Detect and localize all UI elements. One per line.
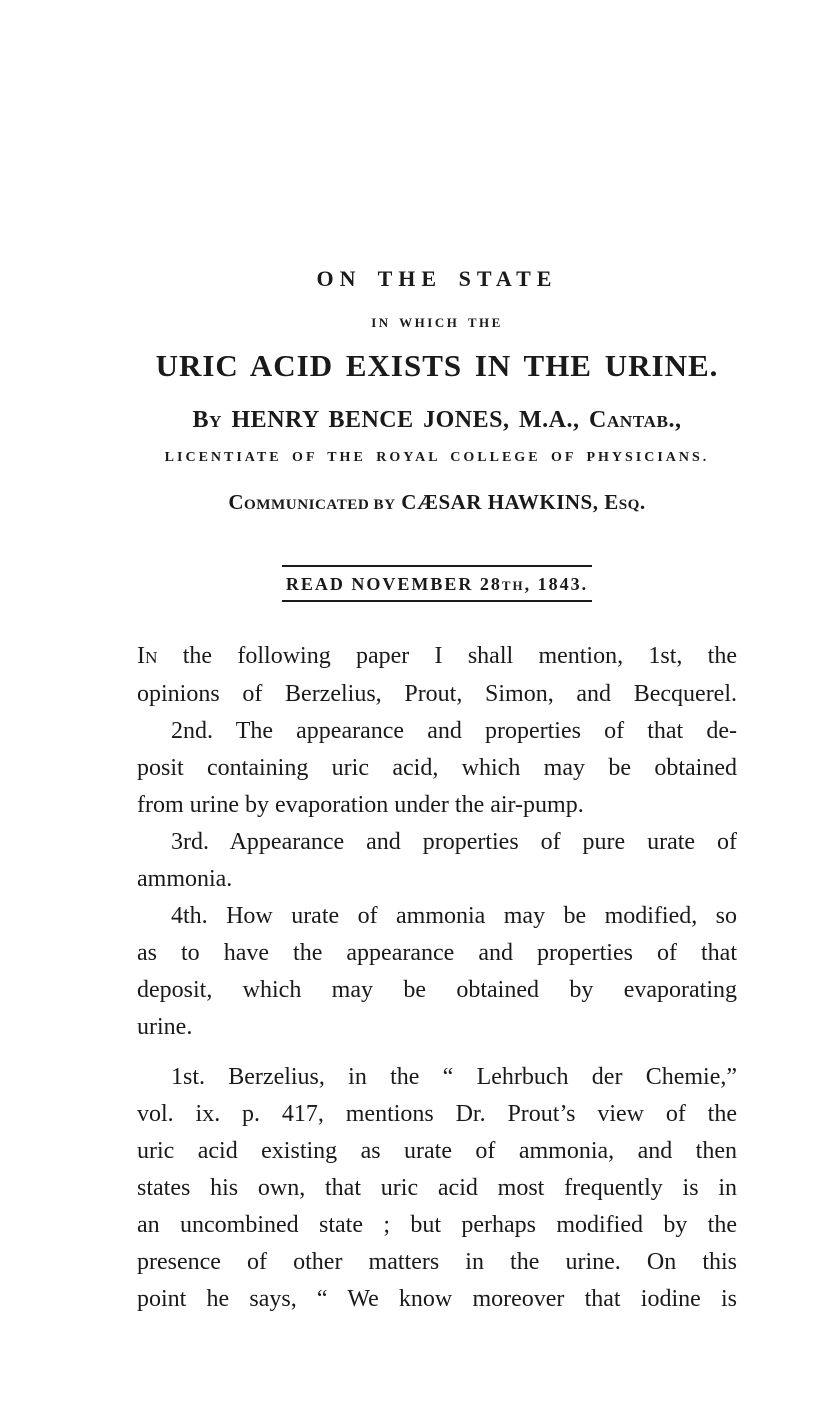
paragraph bbox=[137, 713, 737, 824]
paragraph bbox=[137, 1059, 737, 1318]
text-line: ammonia. bbox=[137, 865, 233, 892]
text-run: CÆSAR HAWKINS, E bbox=[395, 489, 619, 514]
text-line bbox=[137, 638, 737, 676]
paragraph bbox=[137, 824, 737, 898]
text-line: 4th. How urate of ammonia may be modified, so bbox=[171, 902, 737, 929]
read-date-text bbox=[286, 574, 588, 594]
text-run: C bbox=[228, 489, 245, 514]
series-subtitle: IN WHICH THE bbox=[371, 315, 503, 330]
small-caps-run: OMMUNICATED BY bbox=[244, 496, 396, 513]
text-run: ., bbox=[668, 406, 682, 433]
text-line: presence of other matters in the urine. On this bbox=[137, 1248, 737, 1275]
text-line: 2nd. The appearance and properties of that de- bbox=[171, 717, 737, 744]
text-line: point he says, “ We know moreover that iodine is bbox=[137, 1285, 737, 1312]
text-run: , 1843. bbox=[524, 573, 589, 594]
text-line: vol. ix. p. 417, mentions Dr. Prout’s view of the bbox=[137, 1100, 737, 1127]
text-run: B bbox=[192, 406, 210, 433]
text-line: 3rd. Appearance and properties of pure urate of bbox=[171, 828, 737, 855]
text-line: deposit, which may be obtained by evaporating bbox=[137, 976, 737, 1003]
paper-title: URIC ACID EXISTS IN THE URINE. bbox=[155, 348, 719, 383]
text-line: opinions of Berzelius, Prout, Simon, and Becquerel. bbox=[137, 680, 737, 707]
text-run: READ NOVEMBER 28 bbox=[285, 573, 502, 594]
page-content bbox=[137, 0, 737, 1318]
text-line: from urine by evaporation under the air-pump. bbox=[137, 791, 584, 818]
series-pretitle: ON THE STATE bbox=[316, 266, 558, 291]
small-caps-run: TH bbox=[501, 577, 525, 593]
author-affiliation: LICENTIATE OF THE ROYAL COLLEGE OF PHYSICIANS. bbox=[164, 449, 710, 465]
paragraph bbox=[137, 638, 737, 713]
small-caps-run: Y bbox=[209, 411, 223, 431]
communicated-by-line bbox=[137, 489, 737, 514]
article-body bbox=[137, 638, 737, 1318]
text-line: 1st. Berzelius, in the “ Lehrbuch der Chemie,” bbox=[171, 1063, 737, 1090]
text-line: states his own, that uric acid most frequently is in bbox=[137, 1174, 737, 1201]
text-run: the following paper I shall mention, 1st, the bbox=[157, 642, 737, 669]
text-line: urine. bbox=[137, 1013, 193, 1040]
author-byline bbox=[137, 408, 737, 432]
text-line: as to have the appearance and properties of that bbox=[137, 939, 737, 966]
paragraph bbox=[137, 898, 737, 1046]
text-line: an uncombined state ; but perhaps modified by the bbox=[137, 1211, 737, 1238]
small-caps-run: SQ bbox=[618, 496, 640, 513]
small-caps-run: ANTAB bbox=[606, 411, 669, 431]
small-caps-run: N bbox=[145, 647, 158, 667]
text-run: . bbox=[639, 489, 646, 514]
read-date-banner bbox=[282, 565, 592, 602]
text-line: posit containing uric acid, which may be obtained bbox=[137, 754, 737, 781]
text-run: HENRY BENCE JONES, M.A., C bbox=[222, 406, 607, 433]
text-run: I bbox=[137, 642, 145, 669]
text-line: uric acid existing as urate of ammonia, and then bbox=[137, 1137, 737, 1164]
